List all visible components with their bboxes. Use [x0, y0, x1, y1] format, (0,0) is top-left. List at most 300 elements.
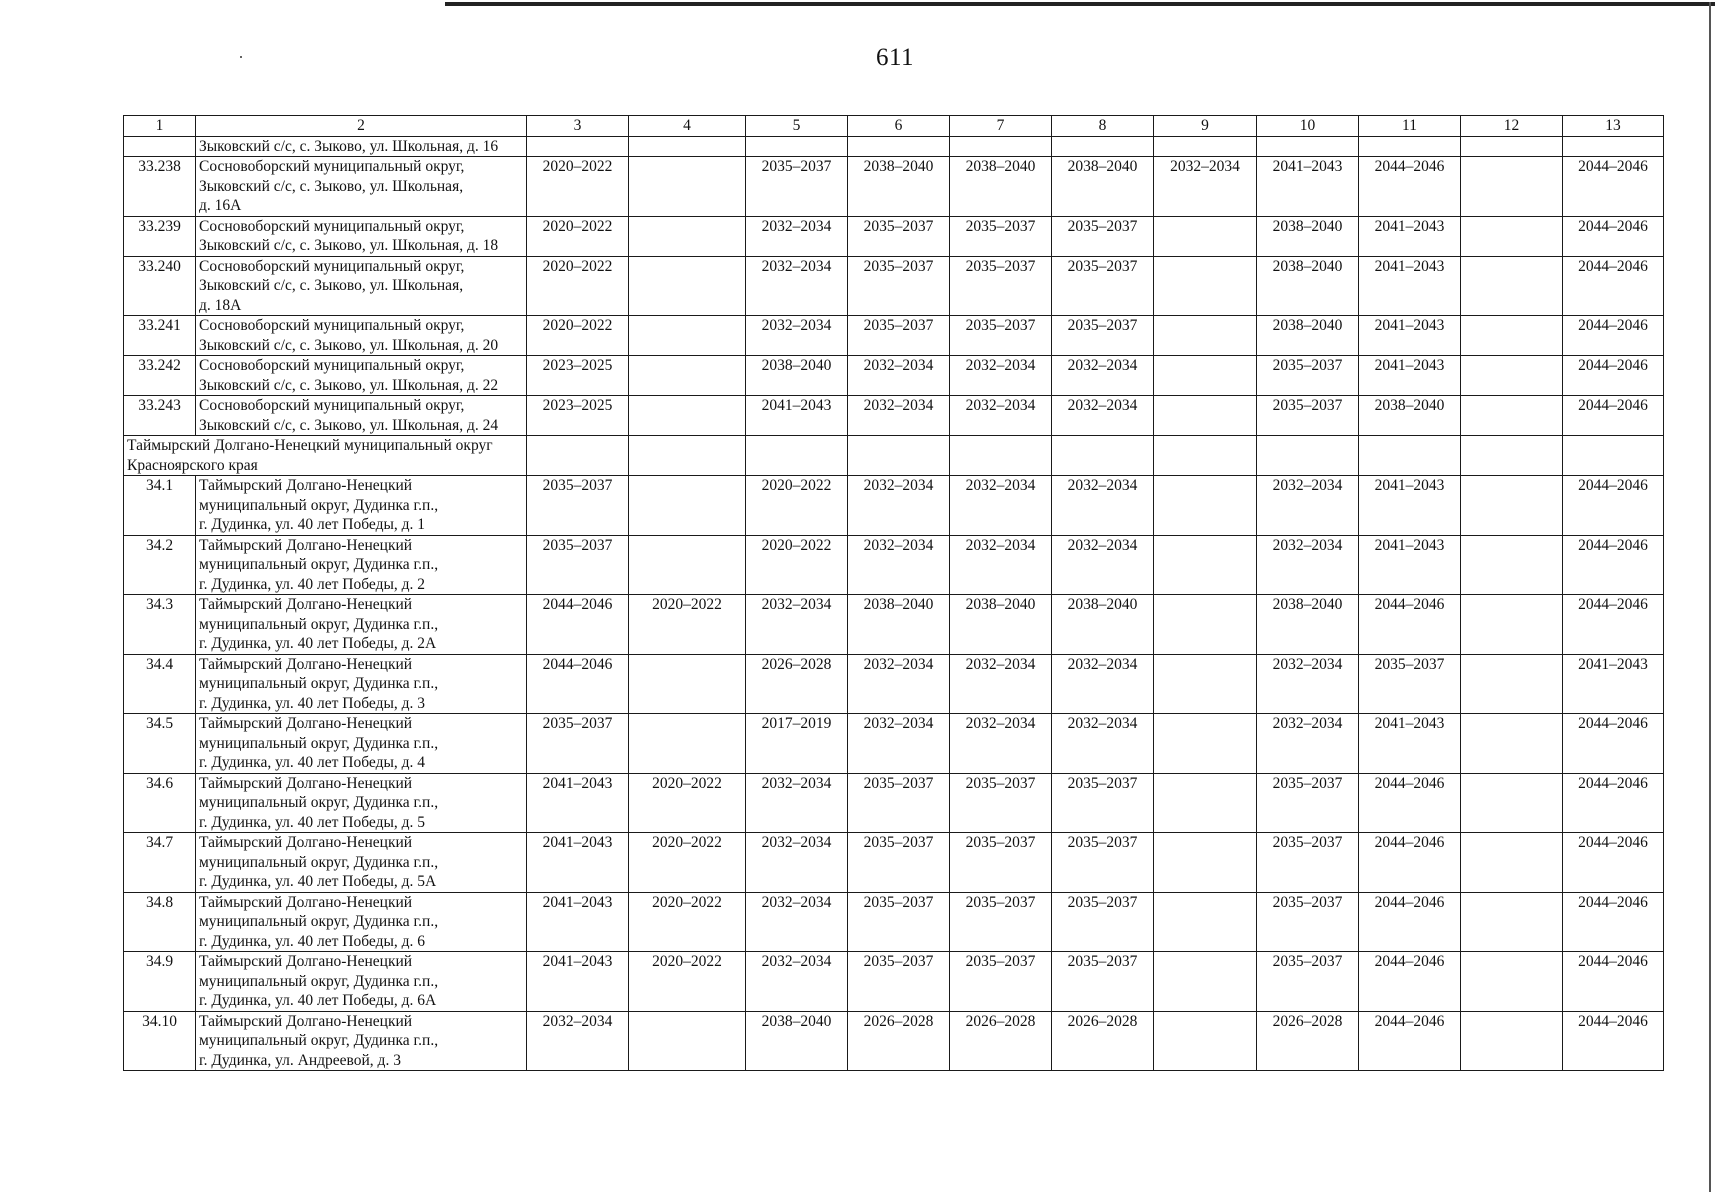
- address-line: д. 18А: [199, 296, 242, 314]
- value-cell: 2032–2034: [950, 535, 1052, 595]
- value-cell: 2032–2034: [746, 256, 848, 316]
- column-header: 4: [629, 116, 746, 137]
- value-cell: 2020–2022: [629, 595, 746, 655]
- address-line: г. Дудинка, ул. 40 лет Победы, д. 2А: [199, 635, 437, 652]
- value-cell: 2020–2022: [527, 157, 629, 217]
- value-cell: 2041–2043: [1359, 256, 1461, 316]
- value-cell: 2032–2034: [848, 714, 950, 774]
- value-cell: [848, 436, 950, 476]
- value-cell: [1359, 136, 1461, 157]
- table-row: [124, 476, 1664, 536]
- value-cell: 2044–2046: [1359, 595, 1461, 655]
- value-cell: 2038–2040: [1052, 595, 1154, 655]
- row-number: 34.10: [124, 1011, 196, 1071]
- row-number: [124, 136, 196, 157]
- value-cell: [746, 136, 848, 157]
- right-edge-rule: [1709, 2, 1711, 1192]
- value-cell: [1154, 833, 1257, 893]
- address-line: муниципальный округ, Дудинка г.п.,: [199, 734, 439, 752]
- value-cell: 2020–2022: [527, 316, 629, 356]
- section-title-line: Красноярского края: [127, 456, 258, 474]
- address-cell: [196, 216, 527, 256]
- value-cell: 2032–2034: [848, 654, 950, 714]
- address-line: Зыковский с/с, с. Зыково, ул. Школьная,: [199, 177, 464, 195]
- value-cell: [746, 436, 848, 476]
- value-cell: [848, 136, 950, 157]
- address-line: Таймырский Долгано-Ненецкий: [199, 596, 413, 613]
- value-cell: 2044–2046: [1359, 773, 1461, 833]
- value-cell: 2044–2046: [1563, 216, 1664, 256]
- value-cell: [1359, 436, 1461, 476]
- value-cell: 2044–2046: [1563, 773, 1664, 833]
- value-cell: 2044–2046: [1359, 1011, 1461, 1071]
- row-number: 34.3: [124, 595, 196, 655]
- table-row: [124, 356, 1664, 396]
- section-title-line: Таймырский Долгано-Ненецкий муниципальный округ: [127, 437, 493, 454]
- column-header: 13: [1563, 116, 1664, 137]
- value-cell: 2032–2034: [527, 1011, 629, 1071]
- value-cell: [1461, 595, 1563, 655]
- address-line: Таймырский Долгано-Ненецкий: [199, 477, 413, 494]
- value-cell: 2032–2034: [1154, 157, 1257, 217]
- address-cell: [196, 476, 527, 536]
- value-cell: [1154, 535, 1257, 595]
- address-line: Зыковский с/с, с. Зыково, ул. Школьная, д. 16: [199, 137, 499, 155]
- value-cell: 2041–2043: [1359, 535, 1461, 595]
- address-line: Сосновоборский муниципальный округ,: [199, 357, 465, 374]
- value-cell: 2035–2037: [848, 316, 950, 356]
- value-cell: 2041–2043: [1359, 714, 1461, 774]
- column-header: 3: [527, 116, 629, 137]
- value-cell: 2026–2028: [950, 1011, 1052, 1071]
- value-cell: [629, 157, 746, 217]
- value-cell: 2041–2043: [527, 952, 629, 1012]
- value-cell: 2032–2034: [746, 316, 848, 356]
- value-cell: [1154, 396, 1257, 436]
- value-cell: 2026–2028: [1257, 1011, 1359, 1071]
- address-cell: [196, 396, 527, 436]
- value-cell: 2041–2043: [1359, 476, 1461, 536]
- table-row: [124, 773, 1664, 833]
- value-cell: [1461, 773, 1563, 833]
- row-number: 34.4: [124, 654, 196, 714]
- value-cell: 2032–2034: [848, 476, 950, 536]
- value-cell: 2044–2046: [1359, 892, 1461, 952]
- value-cell: 2032–2034: [1052, 356, 1154, 396]
- schedule-table: [123, 115, 1664, 1071]
- value-cell: [1461, 1011, 1563, 1071]
- address-cell: [196, 952, 527, 1012]
- value-cell: [1563, 436, 1664, 476]
- address-line: муниципальный округ, Дудинка г.п.,: [199, 615, 439, 633]
- address-line: Зыковский с/с, с. Зыково, ул. Школьная, д. 24: [199, 416, 499, 434]
- value-cell: 2035–2037: [848, 216, 950, 256]
- address-line: Сосновоборский муниципальный округ,: [199, 397, 465, 414]
- value-cell: 2035–2037: [1052, 256, 1154, 316]
- address-line: г. Дудинка, ул. 40 лет Победы, д. 2: [199, 575, 426, 593]
- row-number: 34.8: [124, 892, 196, 952]
- address-cell: [196, 773, 527, 833]
- value-cell: 2032–2034: [1257, 535, 1359, 595]
- value-cell: [629, 356, 746, 396]
- address-line: г. Дудинка, ул. 40 лет Победы, д. 5А: [199, 873, 437, 890]
- value-cell: [1154, 436, 1257, 476]
- value-cell: [1461, 396, 1563, 436]
- value-cell: 2035–2037: [848, 256, 950, 316]
- value-cell: 2032–2034: [1052, 714, 1154, 774]
- table-row: [124, 535, 1664, 595]
- value-cell: [629, 316, 746, 356]
- value-cell: 2038–2040: [1359, 396, 1461, 436]
- row-number: 34.7: [124, 833, 196, 893]
- address-cell: [196, 1011, 527, 1071]
- value-cell: 2020–2022: [629, 773, 746, 833]
- row-number: 33.240: [124, 256, 196, 316]
- value-cell: 2020–2022: [629, 892, 746, 952]
- value-cell: 2044–2046: [1359, 157, 1461, 217]
- top-edge-rule: [445, 2, 1715, 6]
- value-cell: [1461, 535, 1563, 595]
- value-cell: [1052, 136, 1154, 157]
- value-cell: [527, 436, 629, 476]
- value-cell: 2032–2034: [746, 952, 848, 1012]
- value-cell: 2038–2040: [746, 356, 848, 396]
- address-line: Зыковский с/с, с. Зыково, ул. Школьная, д. 18: [199, 237, 499, 254]
- value-cell: 2020–2022: [629, 833, 746, 893]
- value-cell: [1461, 136, 1563, 157]
- value-cell: [629, 136, 746, 157]
- value-cell: 2035–2037: [1052, 216, 1154, 256]
- address-line: Таймырский Долгано-Ненецкий: [199, 834, 413, 851]
- value-cell: 2044–2046: [1563, 595, 1664, 655]
- address-cell: [196, 316, 527, 356]
- value-cell: 2035–2037: [848, 892, 950, 952]
- value-cell: 2023–2025: [527, 356, 629, 396]
- value-cell: 2020–2022: [527, 216, 629, 256]
- value-cell: 2044–2046: [1563, 1011, 1664, 1071]
- address-line: Сосновоборский муниципальный округ,: [199, 217, 465, 235]
- value-cell: 2035–2037: [950, 892, 1052, 952]
- value-cell: [950, 436, 1052, 476]
- value-cell: 2035–2037: [950, 833, 1052, 893]
- address-cell: [196, 892, 527, 952]
- value-cell: [1461, 892, 1563, 952]
- value-cell: [1052, 436, 1154, 476]
- value-cell: 2038–2040: [848, 595, 950, 655]
- value-cell: 2032–2034: [1052, 396, 1154, 436]
- table-row: [124, 136, 1664, 157]
- value-cell: 2044–2046: [1563, 256, 1664, 316]
- address-line: Сосновоборский муниципальный округ,: [199, 158, 465, 175]
- address-cell: [196, 654, 527, 714]
- value-cell: 2032–2034: [746, 892, 848, 952]
- table-row: [124, 396, 1664, 436]
- value-cell: 2035–2037: [527, 535, 629, 595]
- value-cell: 2044–2046: [1563, 833, 1664, 893]
- value-cell: 2041–2043: [1359, 216, 1461, 256]
- value-cell: [1154, 256, 1257, 316]
- value-cell: [1154, 654, 1257, 714]
- value-cell: 2044–2046: [527, 595, 629, 655]
- value-cell: 2038–2040: [848, 157, 950, 217]
- table-row: [124, 952, 1664, 1012]
- value-cell: 2035–2037: [1257, 396, 1359, 436]
- value-cell: 2023–2025: [527, 396, 629, 436]
- address-cell: [196, 595, 527, 655]
- value-cell: 2044–2046: [1563, 396, 1664, 436]
- address-cell: [196, 136, 527, 157]
- value-cell: 2035–2037: [1257, 892, 1359, 952]
- address-line: муниципальный округ, Дудинка г.п.,: [199, 913, 439, 930]
- value-cell: 2035–2037: [950, 773, 1052, 833]
- value-cell: 2026–2028: [848, 1011, 950, 1071]
- value-cell: 2032–2034: [1257, 476, 1359, 536]
- column-header: 9: [1154, 116, 1257, 137]
- value-cell: 2044–2046: [1563, 356, 1664, 396]
- value-cell: 2038–2040: [1257, 595, 1359, 655]
- value-cell: [1154, 316, 1257, 356]
- value-cell: [629, 476, 746, 536]
- value-cell: [1461, 316, 1563, 356]
- value-cell: [629, 714, 746, 774]
- value-cell: 2038–2040: [746, 1011, 848, 1071]
- value-cell: 2044–2046: [1563, 157, 1664, 217]
- address-line: г. Дудинка, ул. 40 лет Победы, д. 6: [199, 932, 426, 950]
- value-cell: [629, 654, 746, 714]
- value-cell: [1461, 654, 1563, 714]
- value-cell: [1461, 436, 1563, 476]
- address-line: Зыковский с/с, с. Зыково, ул. Школьная, д. 22: [199, 376, 499, 394]
- row-number: 33.243: [124, 396, 196, 436]
- column-header: 7: [950, 116, 1052, 137]
- value-cell: 2038–2040: [1257, 316, 1359, 356]
- value-cell: [1154, 356, 1257, 396]
- address-line: муниципальный округ, Дудинка г.п.,: [199, 675, 439, 692]
- value-cell: 2044–2046: [1563, 476, 1664, 536]
- table-row: [124, 316, 1664, 356]
- value-cell: 2041–2043: [527, 892, 629, 952]
- row-number: 34.5: [124, 714, 196, 774]
- value-cell: [1257, 136, 1359, 157]
- value-cell: 2020–2022: [527, 256, 629, 316]
- table-row: [124, 833, 1664, 893]
- value-cell: 2038–2040: [1052, 157, 1154, 217]
- address-cell: [196, 535, 527, 595]
- value-cell: 2041–2043: [1359, 356, 1461, 396]
- address-line: Таймырский Долгано-Ненецкий: [199, 715, 413, 732]
- value-cell: [950, 136, 1052, 157]
- value-cell: 2032–2034: [950, 714, 1052, 774]
- address-line: Сосновоборский муниципальный округ,: [199, 317, 465, 334]
- value-cell: 2020–2022: [629, 952, 746, 1012]
- address-line: г. Дудинка, ул. 40 лет Победы, д. 6А: [199, 992, 437, 1009]
- address-line: Таймырский Долгано-Ненецкий: [199, 893, 413, 911]
- value-cell: 2035–2037: [1257, 773, 1359, 833]
- value-cell: [1154, 714, 1257, 774]
- value-cell: 2038–2040: [950, 595, 1052, 655]
- value-cell: 2035–2037: [1052, 833, 1154, 893]
- value-cell: 2035–2037: [1052, 952, 1154, 1012]
- value-cell: 2035–2037: [950, 256, 1052, 316]
- value-cell: 2044–2046: [1563, 316, 1664, 356]
- value-cell: 2032–2034: [1052, 535, 1154, 595]
- value-cell: 2035–2037: [1052, 892, 1154, 952]
- value-cell: [629, 535, 746, 595]
- value-cell: 2035–2037: [527, 714, 629, 774]
- value-cell: 2032–2034: [848, 356, 950, 396]
- value-cell: 2032–2034: [848, 396, 950, 436]
- column-header: 8: [1052, 116, 1154, 137]
- value-cell: 2032–2034: [746, 595, 848, 655]
- value-cell: 2041–2043: [1563, 654, 1664, 714]
- column-header: 2: [196, 116, 527, 137]
- address-line: г. Дудинка, ул. 40 лет Победы, д. 4: [199, 754, 426, 771]
- row-number: 33.239: [124, 216, 196, 256]
- value-cell: 2041–2043: [1359, 316, 1461, 356]
- value-cell: [1154, 476, 1257, 536]
- value-cell: [629, 1011, 746, 1071]
- value-cell: 2044–2046: [1359, 952, 1461, 1012]
- address-line: Сосновоборский муниципальный округ,: [199, 257, 465, 275]
- value-cell: 2035–2037: [1257, 833, 1359, 893]
- address-line: д. 16А: [199, 197, 242, 214]
- page-number: 611: [875, 44, 915, 71]
- table-row: [124, 595, 1664, 655]
- address-line: Таймырский Долгано-Ненецкий: [199, 774, 413, 792]
- value-cell: 2044–2046: [1563, 952, 1664, 1012]
- row-number: 34.1: [124, 476, 196, 536]
- value-cell: 2032–2034: [1257, 714, 1359, 774]
- value-cell: 2032–2034: [950, 356, 1052, 396]
- address-line: Зыковский с/с, с. Зыково, ул. Школьная, д. 20: [199, 336, 499, 354]
- value-cell: 2044–2046: [1563, 714, 1664, 774]
- address-line: Таймырский Долгано-Ненецкий: [199, 953, 413, 970]
- value-cell: 2035–2037: [950, 316, 1052, 356]
- address-cell: [196, 256, 527, 316]
- value-cell: 2035–2037: [1257, 356, 1359, 396]
- value-cell: [1461, 952, 1563, 1012]
- row-number: 34.9: [124, 952, 196, 1012]
- table-row: [124, 157, 1664, 217]
- address-line: г. Дудинка, ул. 40 лет Победы, д. 5: [199, 813, 426, 831]
- value-cell: 2032–2034: [950, 396, 1052, 436]
- column-header: 12: [1461, 116, 1563, 137]
- value-cell: [1563, 136, 1664, 157]
- value-cell: 2020–2022: [746, 535, 848, 595]
- value-cell: [1154, 136, 1257, 157]
- value-cell: 2044–2046: [527, 654, 629, 714]
- table-row: [124, 256, 1664, 316]
- value-cell: 2035–2037: [1052, 773, 1154, 833]
- value-cell: [1154, 892, 1257, 952]
- section-title: [124, 436, 527, 476]
- address-line: муниципальный округ, Дудинка г.п.,: [199, 1032, 439, 1049]
- value-cell: [1461, 256, 1563, 316]
- value-cell: 2035–2037: [950, 952, 1052, 1012]
- value-cell: 2041–2043: [1257, 157, 1359, 217]
- address-line: муниципальный округ, Дудинка г.п.,: [199, 496, 439, 514]
- table-row: [124, 714, 1664, 774]
- value-cell: [1461, 356, 1563, 396]
- value-cell: 2041–2043: [527, 833, 629, 893]
- address-line: муниципальный округ, Дудинка г.п.,: [199, 794, 439, 811]
- value-cell: 2032–2034: [950, 476, 1052, 536]
- value-cell: [1154, 595, 1257, 655]
- address-line: Таймырский Долгано-Ненецкий: [199, 1012, 413, 1030]
- address-line: муниципальный округ, Дудинка г.п.,: [199, 853, 439, 871]
- row-number: 34.6: [124, 773, 196, 833]
- value-cell: 2041–2043: [527, 773, 629, 833]
- value-cell: [1461, 714, 1563, 774]
- table-row: [124, 654, 1664, 714]
- value-cell: 2035–2037: [527, 476, 629, 536]
- value-cell: 2032–2034: [950, 654, 1052, 714]
- value-cell: 2032–2034: [746, 216, 848, 256]
- row-number: 33.241: [124, 316, 196, 356]
- table-row: [124, 1011, 1664, 1071]
- table-row: [124, 892, 1664, 952]
- row-number: 34.2: [124, 535, 196, 595]
- value-cell: 2035–2037: [1257, 952, 1359, 1012]
- value-cell: [629, 256, 746, 316]
- value-cell: [1154, 773, 1257, 833]
- value-cell: 2035–2037: [1052, 316, 1154, 356]
- value-cell: 2032–2034: [1052, 476, 1154, 536]
- value-cell: 2044–2046: [1359, 833, 1461, 893]
- value-cell: 2035–2037: [848, 773, 950, 833]
- address-line: Таймырский Долгано-Ненецкий: [199, 536, 413, 554]
- value-cell: [1154, 216, 1257, 256]
- value-cell: 2032–2034: [746, 833, 848, 893]
- value-cell: [629, 216, 746, 256]
- column-header: 6: [848, 116, 950, 137]
- value-cell: [1154, 1011, 1257, 1071]
- address-cell: [196, 157, 527, 217]
- section-row: [124, 436, 1664, 476]
- value-cell: 2020–2022: [746, 476, 848, 536]
- value-cell: [1461, 833, 1563, 893]
- value-cell: 2038–2040: [1257, 256, 1359, 316]
- value-cell: 2044–2046: [1563, 892, 1664, 952]
- value-cell: 2041–2043: [746, 396, 848, 436]
- value-cell: 2035–2037: [950, 216, 1052, 256]
- value-cell: 2026–2028: [746, 654, 848, 714]
- value-cell: 2032–2034: [1257, 654, 1359, 714]
- value-cell: 2035–2037: [848, 833, 950, 893]
- value-cell: [527, 136, 629, 157]
- row-number: 33.242: [124, 356, 196, 396]
- value-cell: [1154, 952, 1257, 1012]
- address-cell: [196, 833, 527, 893]
- value-cell: [1257, 436, 1359, 476]
- value-cell: 2017–2019: [746, 714, 848, 774]
- address-cell: [196, 356, 527, 396]
- column-header: 5: [746, 116, 848, 137]
- address-cell: [196, 714, 527, 774]
- value-cell: 2035–2037: [1359, 654, 1461, 714]
- address-line: муниципальный округ, Дудинка г.п.,: [199, 972, 439, 990]
- value-cell: [629, 396, 746, 436]
- value-cell: 2032–2034: [848, 535, 950, 595]
- address-line: г. Дудинка, ул. 40 лет Победы, д. 1: [199, 516, 426, 533]
- column-header: 11: [1359, 116, 1461, 137]
- header-row: [124, 116, 1664, 137]
- value-cell: [1461, 476, 1563, 536]
- value-cell: 2044–2046: [1563, 535, 1664, 595]
- address-line: Зыковский с/с, с. Зыково, ул. Школьная,: [199, 277, 464, 294]
- value-cell: 2032–2034: [1052, 654, 1154, 714]
- value-cell: 2026–2028: [1052, 1011, 1154, 1071]
